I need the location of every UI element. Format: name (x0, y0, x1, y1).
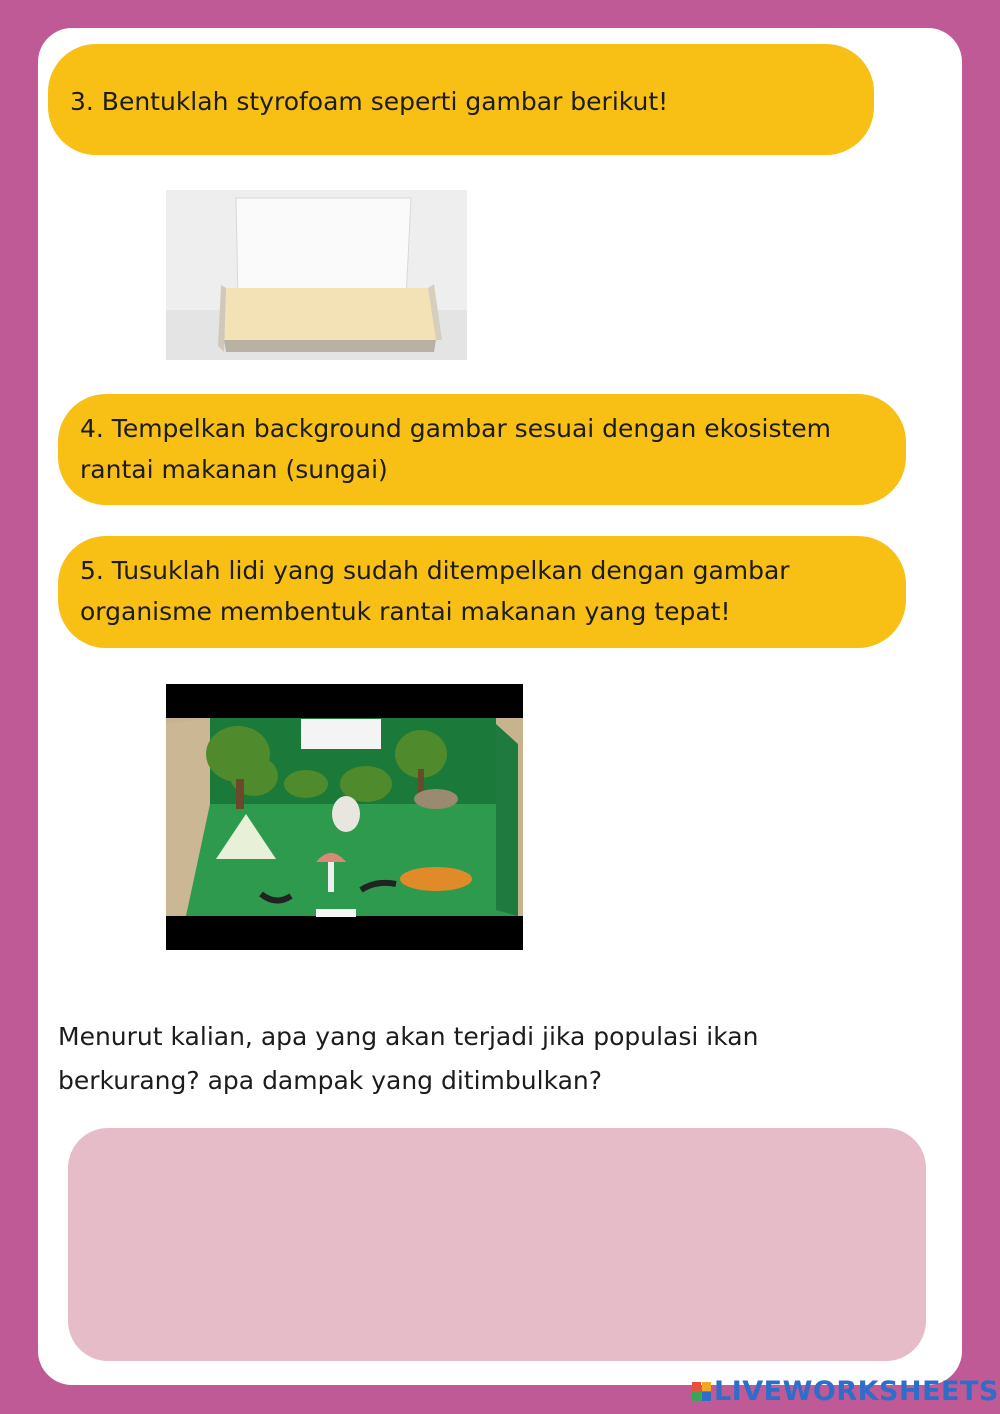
step-3-text: 3. Bentuklah styrofoam seperti gambar berikut! (70, 87, 669, 116)
answer-textbox[interactable] (68, 1128, 926, 1361)
question-line2: berkurang? apa dampak yang ditimbulkan? (58, 1066, 603, 1095)
step-5-text-line2: organisme membentuk rantai makanan yang tepat! (80, 597, 731, 626)
logo-text: LIVEWORKSHEETS (714, 1375, 999, 1407)
question-line1: Menurut kalian, apa yang akan terjadi jika populasi ikan (58, 1022, 759, 1051)
step-4-banner (58, 394, 906, 505)
step-4-text-line2: rantai makanan (sungai) (80, 455, 388, 484)
liveworksheets-logo (692, 1374, 999, 1408)
step-4-text-line1: 4. Tempelkan background gambar sesuai dengan ekosistem (80, 414, 832, 443)
logo-mark-icon (692, 1382, 711, 1401)
step-5-banner (58, 536, 906, 648)
step-5-text-line1: 5. Tusuklah lidi yang sudah ditempelkan dengan gambar (80, 556, 790, 585)
reflection-question (58, 1015, 838, 1103)
food-chain-diorama-image (166, 684, 523, 950)
step-3-banner (48, 44, 874, 155)
styrofoam-box-image (166, 190, 467, 360)
